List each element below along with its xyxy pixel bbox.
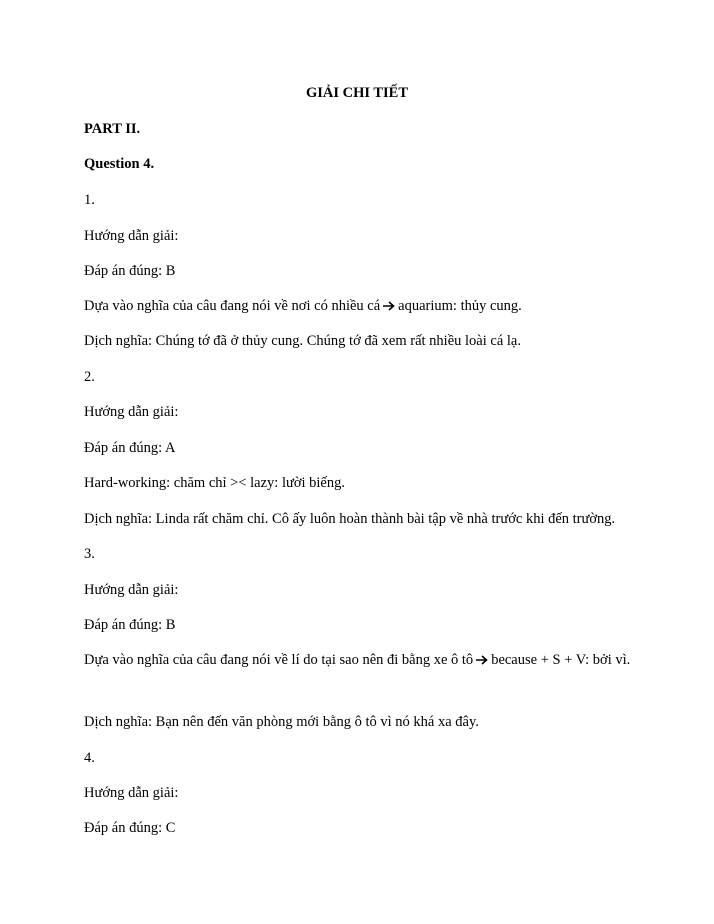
translation-line: Dịch nghĩa: Bạn nên đến văn phòng mới bằng ô tô vì nó khá xa đây. (84, 714, 479, 730)
guide-label: Hướng dẫn giải: (84, 404, 179, 420)
guide-label: Hướng dẫn giải: (84, 582, 179, 598)
item-number: 3. (84, 546, 95, 562)
question-heading: Question 4. (84, 156, 155, 172)
translation-line: Dịch nghĩa: Chúng tớ đã ở thủy cung. Chúng tớ đã xem rất nhiều loài cá lạ. (84, 333, 521, 349)
explanation-text: aquarium: thủy cung. (398, 298, 522, 314)
part-heading: PART II. (84, 121, 141, 137)
explanation-text: Dựa vào nghĩa của câu đang nói về lí do tại sao nên đi bằng xe ô tô (84, 652, 474, 668)
arrow-right-icon (383, 301, 395, 311)
explanation-text: because + S + V: bởi vì. (491, 652, 631, 668)
guide-label: Hướng dẫn giải: (84, 785, 179, 801)
explanation-line (84, 296, 522, 316)
item-number: 2. (84, 369, 95, 385)
explanation-text: Dựa vào nghĩa của câu đang nói về nơi có nhiều cá (84, 298, 381, 314)
answer-line: Đáp án đúng: B (84, 617, 176, 633)
explanation-line: Hard-working: chăm chỉ >< lazy: lười biếng. (84, 475, 345, 491)
guide-label: Hướng dẫn giải: (84, 228, 179, 244)
answer-line: Đáp án đúng: C (84, 820, 176, 836)
translation-line: Dịch nghĩa: Linda rất chăm chỉ. Cô ấy luôn hoàn thành bài tập về nhà trước khi đến trường. (84, 511, 616, 527)
arrow-right-icon (476, 655, 488, 665)
answer-line: Đáp án đúng: A (84, 440, 176, 456)
item-number: 1. (84, 192, 95, 208)
document-title: GIẢI CHI TIẾT (305, 85, 409, 101)
explanation-line (84, 647, 632, 674)
answer-line: Đáp án đúng: B (84, 263, 176, 279)
item-number: 4. (84, 750, 95, 766)
